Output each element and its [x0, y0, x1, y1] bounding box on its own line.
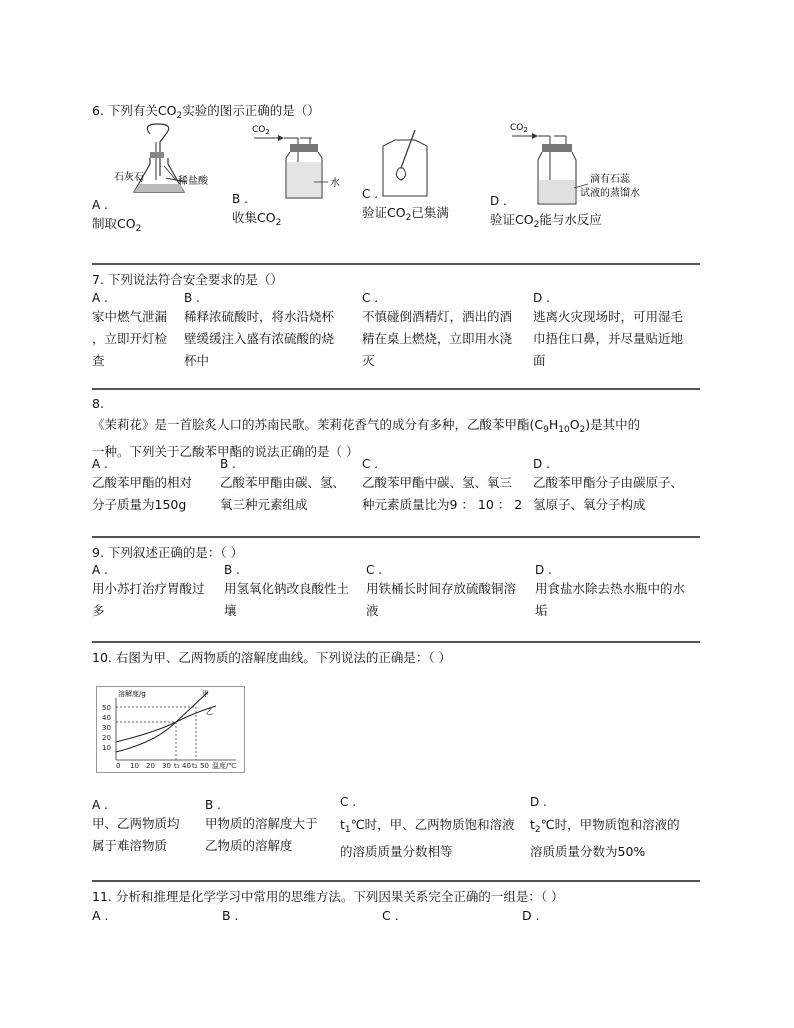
q6-option-a-text: 制取$CO_2$ — [92, 216, 142, 234]
divider — [92, 880, 700, 882]
x-tick: t₁ — [174, 762, 180, 770]
y-tick: 30 — [102, 724, 111, 732]
figure-6a-flask — [92, 122, 222, 200]
q11-option-a[interactable]: A . — [92, 908, 109, 923]
q7-option-b-letter: B . — [184, 291, 200, 305]
curve-jia-label: 甲 — [202, 690, 209, 698]
q10-option-c[interactable]: C . $t_1℃$时，甲、乙两物质饱和溶液 的溶质质量分数相等 — [340, 795, 515, 859]
x-tick: t₂ — [192, 762, 198, 770]
q6-option-c-text: 验证$CO_2$已集满 — [362, 205, 449, 223]
q10-option-b-letter: B . — [205, 798, 221, 812]
solubility-curve-graph — [96, 686, 246, 774]
svg-text:水: 水 — [330, 178, 340, 189]
q7-option-d-letter: D . — [533, 291, 550, 305]
q7-option-c-letter: C . — [362, 291, 379, 305]
q6-option-b-letter: B . — [232, 192, 248, 206]
x-tick: 20 — [146, 762, 155, 770]
y-tick: 50 — [102, 704, 111, 712]
q9-option-c-letter: C . — [366, 563, 383, 577]
divider — [92, 388, 700, 390]
q9-option-b-letter: B . — [224, 563, 240, 577]
question-9-stem: 9. 下列叙述正确的是：（ ） — [92, 545, 244, 560]
svg-text:稀盐酸: 稀盐酸 — [178, 176, 208, 187]
q9-option-d[interactable]: D . 用食盐水除去热水瓶中的水 垢 — [535, 563, 686, 618]
q6-option-a[interactable] — [92, 197, 141, 240]
divider — [92, 263, 700, 265]
q10-option-a-letter: A . — [92, 798, 108, 812]
q6-option-d-text: 验证$CO_2$能与水反应 — [490, 212, 602, 230]
question-6-stem: 6. 下列有关$CO_2$实验的图示正确的是（） — [92, 103, 320, 121]
q6-option-a-letter: A . — [92, 198, 108, 212]
q8-option-b-letter: B . — [220, 457, 236, 471]
x-tick: 40 — [182, 762, 191, 770]
y-tick: 20 — [102, 734, 111, 742]
q8-option-d-letter: D . — [533, 457, 550, 471]
divider — [92, 641, 700, 643]
question-8-number: 8. — [92, 396, 104, 411]
q7-option-c[interactable]: C . 不慎碰倒酒精灯，洒出的酒 精在桌上燃烧，立即用水浇 灭 — [362, 291, 513, 368]
q9-option-a[interactable]: A . 用小苏打治疗胃酸过 多 — [92, 563, 205, 618]
y-tick: 10 — [102, 744, 111, 752]
svg-text:CO2: $CO_2$ — [252, 125, 270, 136]
x-tick: 50 — [200, 762, 209, 770]
x-tick: 0 — [116, 762, 121, 770]
q9-option-c[interactable]: C . 用铁桶长时间存放硫酸铜溶 液 — [366, 563, 517, 618]
q8-option-d[interactable]: D . 乙酸苯甲酯分子由碳原子、 氢原子、氧分子构成 — [533, 457, 684, 512]
x-tick: 30 — [162, 762, 171, 770]
q6-option-c-letter: C . — [362, 187, 379, 201]
q8-option-c[interactable]: C . 乙酸苯甲酯中碳、氢、氧三 种元素质量比为9 ： 10 ： 2 — [362, 457, 523, 512]
question-7-stem: 7. 下列说法符合安全要求的是（） — [92, 272, 283, 287]
q8-option-b[interactable]: B . 乙酸苯甲酯由碳、氢、 氧三种元素组成 — [220, 457, 346, 512]
q10-option-c-letter: C . — [340, 795, 357, 809]
q6-option-d[interactable] — [490, 193, 602, 236]
curve-yi-label: 乙 — [206, 708, 213, 716]
q7-option-a[interactable]: A . 家中燃气泄漏 ，立即开灯检 查 — [92, 291, 168, 368]
x-tick: 10 — [130, 762, 139, 770]
q10-option-b[interactable]: B . 甲物质的溶解度大于 乙物质的溶解度 — [205, 798, 318, 853]
q8-option-c-letter: C . — [362, 457, 379, 471]
q7-option-a-letter: A . — [92, 291, 108, 305]
q9-option-a-letter: A . — [92, 563, 108, 577]
q10-option-d[interactable]: D . $t_2℃$时，甲物质饱和溶液的 溶质质量分数为50% — [530, 795, 680, 859]
svg-text:CO2: $CO_2$ — [510, 123, 528, 134]
q10-option-d-letter: D . — [530, 795, 547, 809]
q6-option-d-letter: D . — [490, 194, 507, 208]
graph-ylabel: 溶解度/g — [118, 690, 146, 698]
q7-option-d[interactable]: D . 逃离火灾现场时，可用湿毛 巾捂住口鼻，并尽量贴近地 面 — [533, 291, 684, 368]
divider — [92, 536, 700, 538]
q8-option-a[interactable]: A . 乙酸苯甲酯的相对 分子质量为150g — [92, 457, 193, 512]
figure-6b-collect-bottle — [250, 120, 350, 202]
q9-option-b[interactable]: B . 用氢氧化钠改良酸性土 壤 — [224, 563, 350, 618]
svg-text:石灰石: 石灰石 — [114, 172, 144, 183]
q11-option-d[interactable]: D . — [522, 908, 540, 923]
q6-option-b-text: 收集$CO_2$ — [232, 210, 282, 228]
svg-text:试液的蒸馏水: 试液的蒸馏水 — [580, 188, 640, 199]
q11-option-c[interactable]: C . — [382, 908, 399, 923]
question-11-stem: 11. 分析和推理是化学学习中常用的思维方法。下列因果关系完全正确的一组是：（ ） — [92, 889, 564, 904]
q7-option-b[interactable]: B . 稀释浓硫酸时，将水沿烧杯 壁缓缓注入盛有浓硫酸的烧 杯中 — [184, 291, 335, 368]
svg-text:滴有石蕊: 滴有石蕊 — [590, 174, 630, 185]
question-8-stem: 《茉莉花》是一首脍炙人口的苏南民歌。茉莉花香气的成分有多种，乙酸苯甲酯$(C_9H_{10}O_2)$是其中的 一种。下列关于乙酸苯甲酯的说法正确的是（ ） — [92, 417, 641, 459]
y-tick: 40 — [102, 714, 111, 722]
question-10-stem: 10. 右图为甲、乙两物质的溶解度曲线。下列说法的正确是：（ ） — [92, 650, 452, 665]
q6-option-b[interactable] — [232, 191, 281, 234]
q10-option-a[interactable]: A . 甲、乙两物质均 属于难溶物质 — [92, 798, 180, 853]
q6-option-c[interactable] — [362, 186, 449, 229]
q8-option-a-letter: A . — [92, 457, 108, 471]
q9-option-d-letter: D . — [535, 563, 552, 577]
q11-option-b[interactable]: B . — [222, 908, 239, 923]
graph-xlabel: 温度/℃ — [212, 762, 237, 770]
